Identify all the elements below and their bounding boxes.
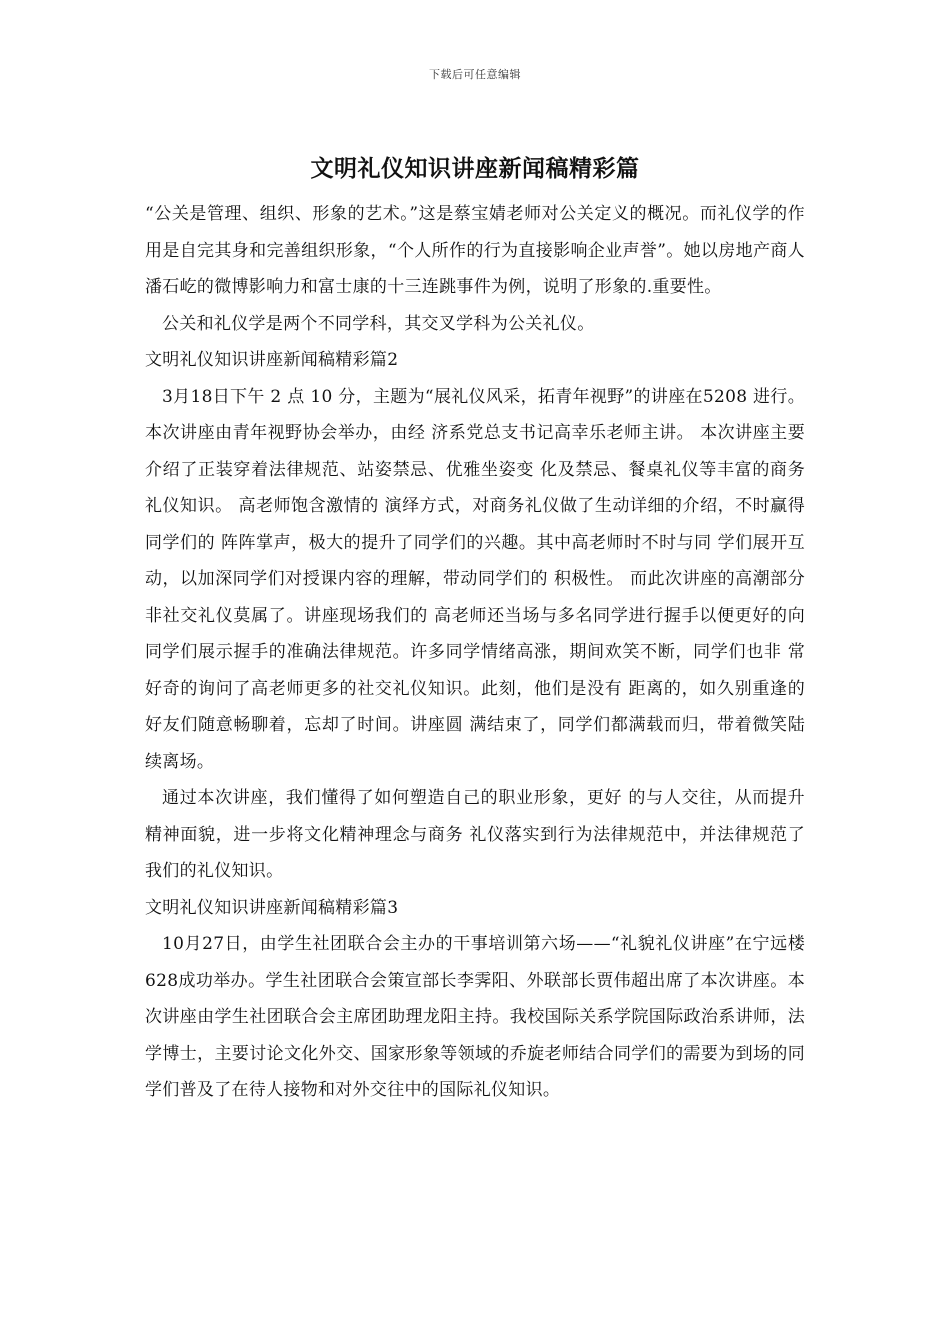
paragraph-intro: “公关是管理、组织、形象的艺术。”这是蔡宝婧老师对公关定义的概况。而礼仪学的作用是自完其身和完善组织形象，“个人所作的行为直接影响企业声誉”。她以房地产商人潘石屹的微博影响力和富士康的十三连跳事件为例，说明了形象的.重要性。 — [145, 204, 805, 297]
paragraph-intro-2: 公关和礼仪学是两个不同学科，其交叉学科为公关礼仪。 — [162, 313, 595, 334]
header-note: 下载后可任意编辑 — [429, 68, 521, 81]
section-heading-2: 文明礼仪知识讲座新闻稿精彩篇2 — [145, 350, 399, 370]
paragraph-section-2-1: 3月18日下午 2 点 10 分，主题为“展礼仪风采，拓青年视野”的讲座在5208 进行。本次讲座由青年视野协会举办，由经 济系党总支书记高幸乐老师主讲。 本次讲座主要介绍了正装穿着法律规范、站姿禁忌、优雅坐姿变 化及禁忌、餐桌礼仪等丰富的商务礼仪知识。 高老师饱含激情的 演绎方式，对商务礼仪做了生动详细的介绍，不时赢得同学们的 阵阵掌声，极大的提升了同学们的兴趣。其中高老师时不时与同 学们展开互动，以加深同学们对授课内容的理解，带动同学们的 积极性。 而此次讲座的高潮部分非社交礼仪莫属了。讲座现场我们的 高老师还当场与多名同学进行握手以便更好的向同学们展示握手的准确法律规范。许多同学情绪高涨，期间欢笑不断，同学们也非 常好奇的询问了高老师更多的社交礼仪知识。此刻，他们是没有 距离的，如久别重逢的好友们随意畅聊着，忘却了时间。讲座圆 满结束了，同学们都满载而归，带着微笑陆续离场。 — [145, 386, 805, 772]
paragraph-section-3-1: 10月27日，由学生社团联合会主办的干事培训第六场——“礼貌礼仪讲座”在宁远楼628成功举办。学生社团联合会策宣部长李霁阳、外联部长贾伟超出席了本次讲座。本次讲座由学生社团联合会主席团助理龙阳主持。我校国际关系学院国际政治系讲师，法学博士，主要讨论文化外交、国家形象等领域的乔旋老师结合同学们的需要为到场的同学们普及了在待人接物和对外交往中的国际礼仪知识。 — [145, 934, 805, 1100]
paragraph-section-2-2: 通过本次讲座，我们懂得了如何塑造自己的职业形象，更好 的与人交往，从而提升精神面貌，进一步将文化精神理念与商务 礼仪落实到行为法律规范中，并法律规范了我们的礼仪知识。 — [145, 788, 805, 881]
document-body — [145, 196, 805, 1109]
section-heading-3: 文明礼仪知识讲座新闻稿精彩篇3 — [145, 897, 399, 918]
document-title: 文明礼仪知识讲座新闻稿精彩篇 — [310, 155, 640, 182]
